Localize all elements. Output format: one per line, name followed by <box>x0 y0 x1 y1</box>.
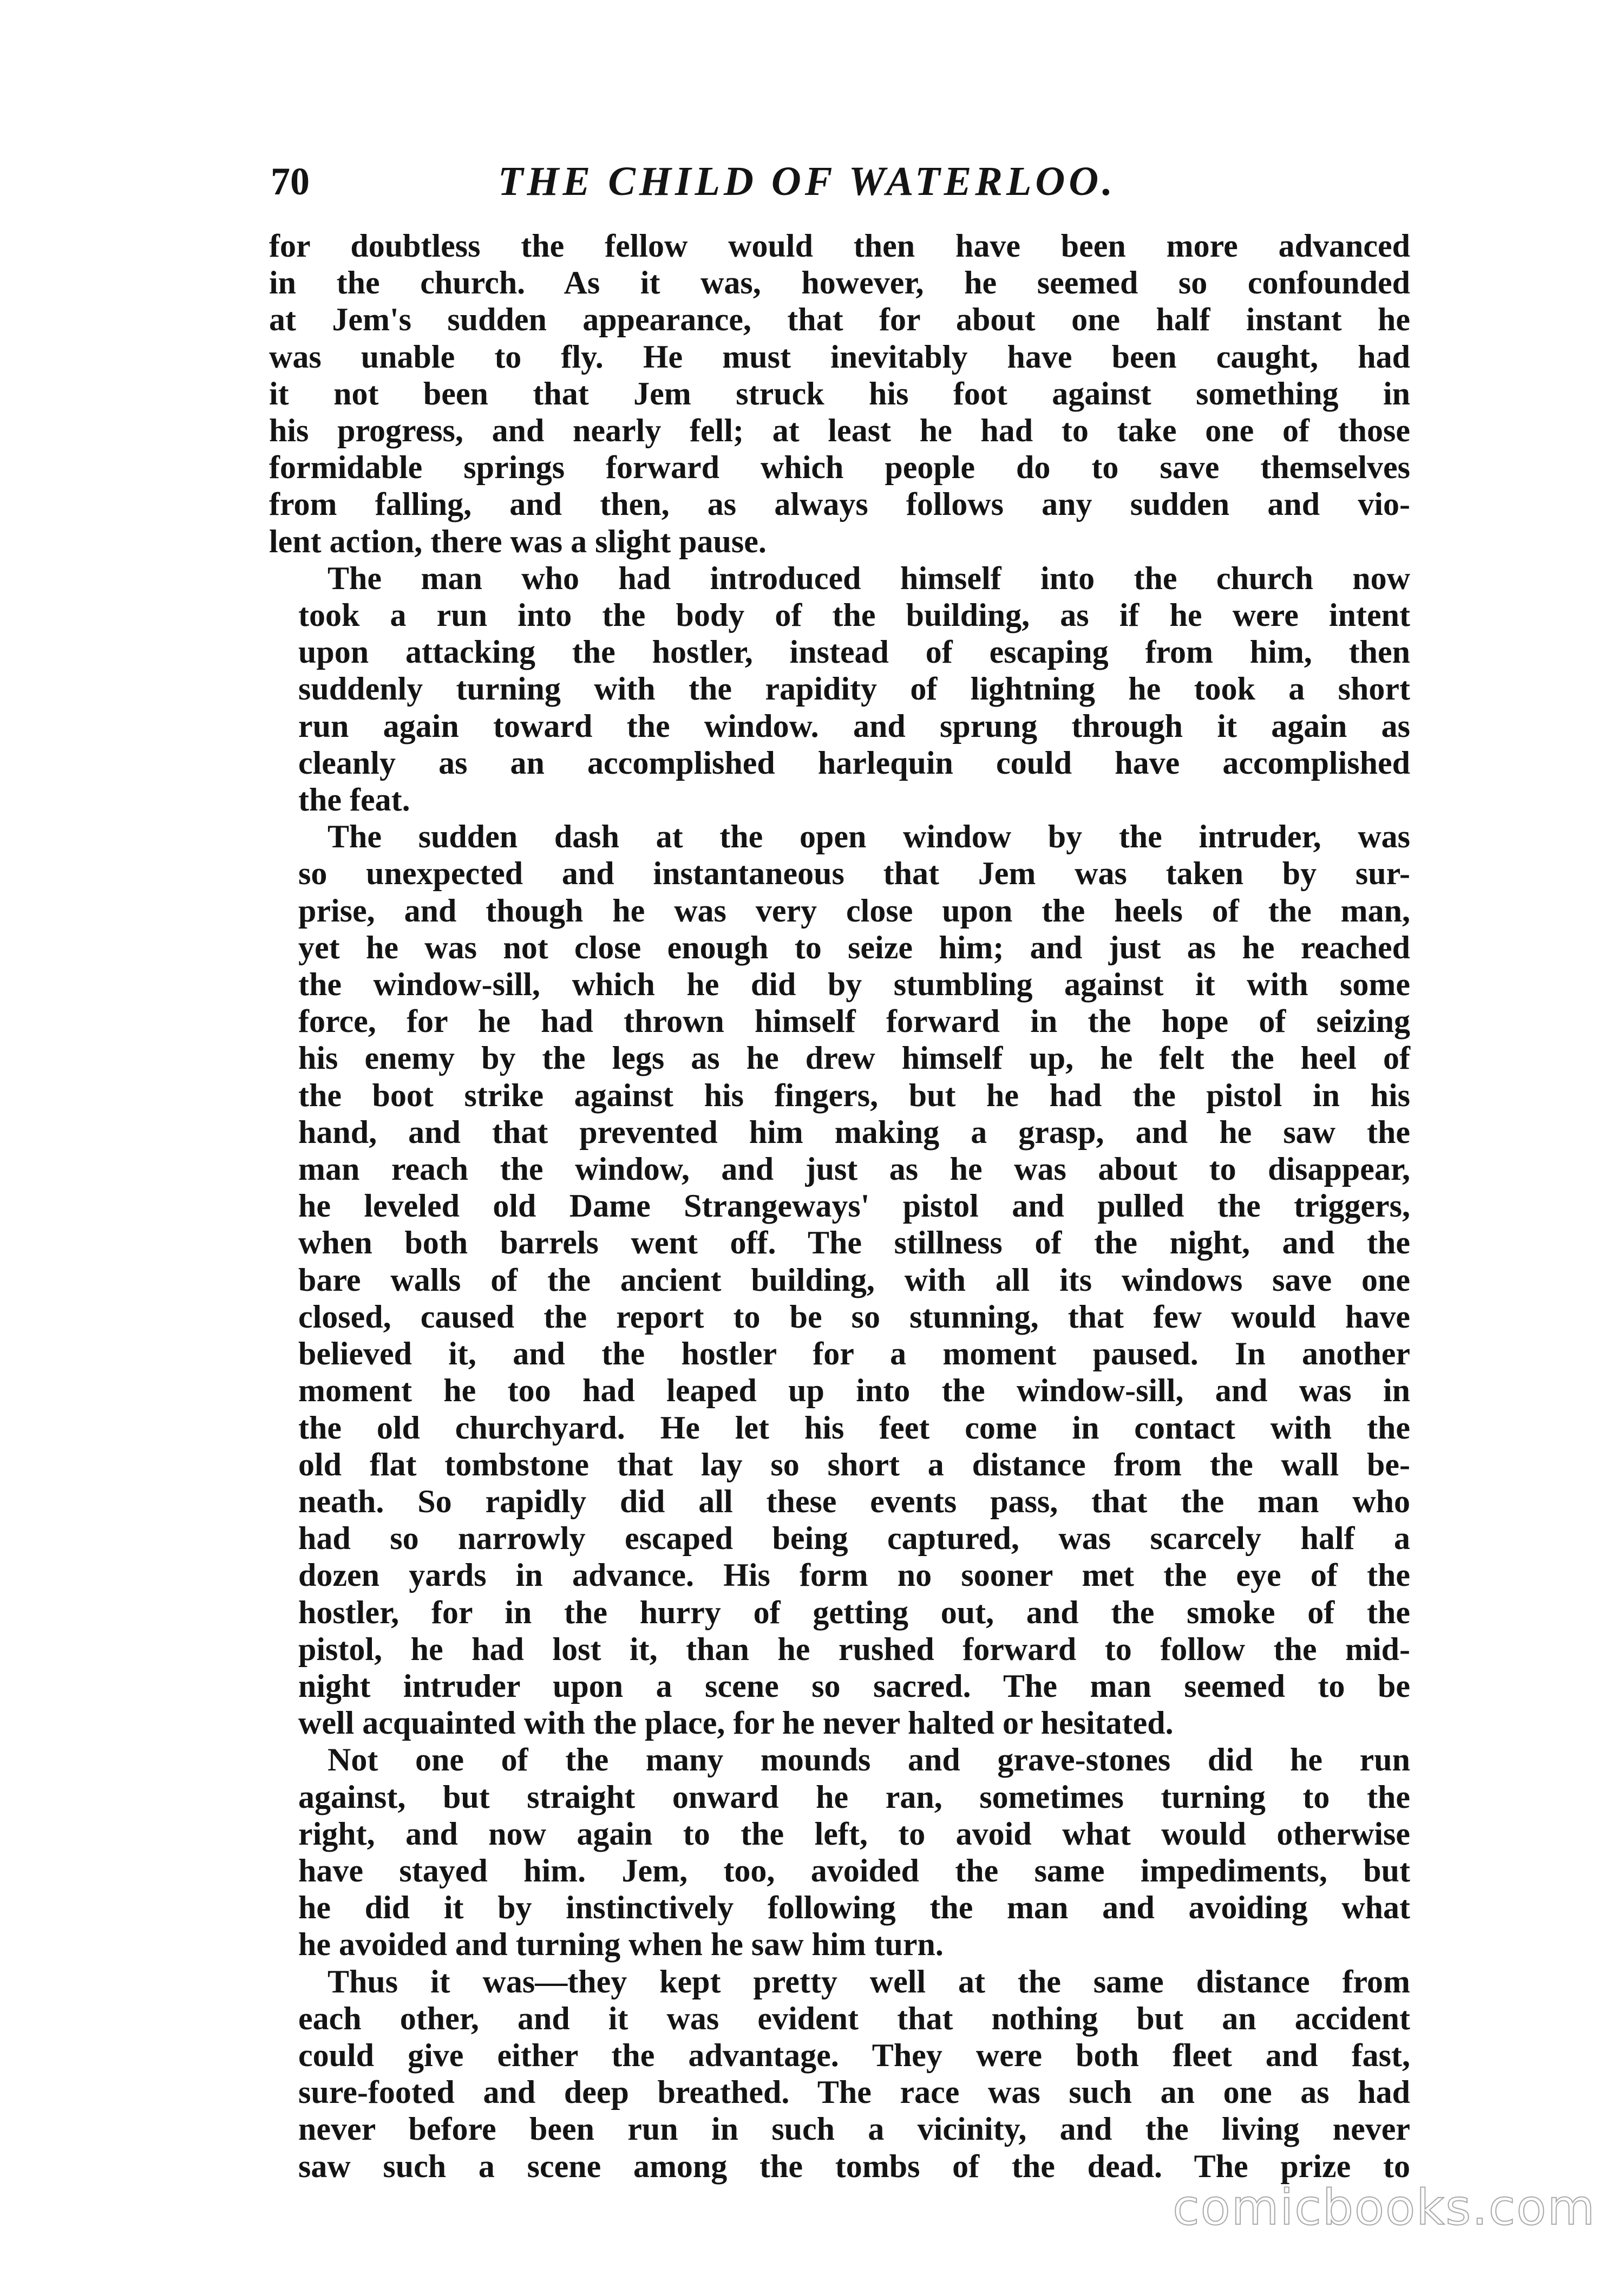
text-line: Not one of the many mounds and grave-stones did he run <box>328 1742 1410 1778</box>
text-line: hostler, for in the hurry of getting out, and the smoke of the <box>298 1594 1410 1630</box>
paragraph <box>269 560 1410 818</box>
text-line: had so narrowly escaped being captured, was scarcely half a <box>298 1520 1410 1557</box>
text-line: Thus it was—they kept pretty well at the same distance from <box>328 1963 1410 1999</box>
text-line: prise, and though he was very close upon the heels of the man, <box>298 892 1410 929</box>
text-line: man reach the window, and just as he was about to disappear, <box>298 1151 1410 1187</box>
text-line: cleanly as an accomplished harlequin could have accomplished <box>298 744 1410 781</box>
text-line: in the church. As it was, however, he seemed so confounded <box>269 265 1410 301</box>
text-line: the window-sill, which he did by stumbling against it with some <box>298 966 1410 1003</box>
text-line: night intruder upon a scene so sacred. The man seemed to be <box>298 1668 1410 1704</box>
paragraph <box>269 227 1410 560</box>
text-line: was unable to fly. He must inevitably have been caught, had <box>269 338 1410 375</box>
text-line: formidable springs forward which people do to save themselves <box>269 449 1410 486</box>
text-line: moment he too had leaped up into the window-sill, and was in <box>298 1373 1410 1409</box>
text-line: neath. So rapidly did all these events pass, that the man who <box>298 1483 1410 1519</box>
text-line: could give either the advantage. They were both fleet and fast, <box>298 2037 1410 2073</box>
text-line: The man who had introduced himself into the church now <box>328 560 1410 596</box>
text-line: each other, and it was evident that nothing but an accident <box>298 2000 1410 2036</box>
text-line: force, for he had thrown himself forward in the hope of seizing <box>298 1003 1410 1040</box>
text-line: hand, and that prevented him making a grasp, and he saw the <box>298 1114 1410 1150</box>
text-line: saw such a scene among the tombs of the dead. The prize to <box>298 2148 1410 2184</box>
text-line: upon attacking the hostler, instead of escaping from him, then <box>298 634 1410 670</box>
text-line: so unexpected and instantaneous that Jem was taken by sur- <box>298 855 1410 892</box>
text-line: against, but straight onward he ran, sometimes turning to the <box>298 1779 1410 1815</box>
text-line: at Jem's sudden appearance, that for about one half instant he <box>269 302 1410 338</box>
text-line: lent action, there was a slight pause. <box>269 523 767 559</box>
text-line: the feat. <box>298 782 410 818</box>
text-line: he leveled old Dame Strangeways' pistol and pulled the triggers, <box>298 1188 1410 1224</box>
text-line: it not been that Jem struck his foot against something in <box>269 375 1410 411</box>
paragraph <box>269 1963 1410 2185</box>
watermark: comicbooks.com <box>1173 2179 1596 2236</box>
text-line: took a run into the body of the building, as if he were intent <box>298 597 1410 633</box>
text-line: his enemy by the legs as he drew himself up, he felt the heel of <box>298 1040 1410 1076</box>
text-line: bare walls of the ancient building, with all its windows save one <box>298 1262 1410 1298</box>
text-line: believed it, and the hostler for a moment paused. In another <box>298 1336 1410 1372</box>
page-number: 70 <box>271 160 310 203</box>
running-title: THE CHILD OF WATERLOO. <box>498 159 1117 204</box>
text-line: he avoided and turning when he saw him turn. <box>298 1926 944 1963</box>
paragraph <box>269 1741 1410 1963</box>
text-line: well acquainted with the place, for he never halted or hesitated. <box>298 1705 1174 1741</box>
paragraph <box>269 818 1410 1741</box>
text-line: never before been run in such a vicinity, and the living never <box>298 2111 1410 2147</box>
text-line: for doubtless the fellow would then have been more advanced <box>269 228 1410 264</box>
page-header <box>271 154 1407 214</box>
text-line: from falling, and then, as always follows any sudden and vio- <box>269 486 1410 522</box>
body-text <box>269 227 1410 2185</box>
text-line: closed, caused the report to be so stunning, that few would have <box>298 1298 1410 1335</box>
text-line: The sudden dash at the open window by the intruder, was <box>328 819 1410 855</box>
text-line: dozen yards in advance. His form no sooner met the eye of the <box>298 1557 1410 1593</box>
text-line: have stayed him. Jem, too, avoided the same impediments, but <box>298 1852 1410 1889</box>
text-line: he did it by instinctively following the man and avoiding what <box>298 1890 1410 1926</box>
text-line: the boot strike against his fingers, but he had the pistol in his <box>298 1077 1410 1113</box>
text-line: the old churchyard. He let his feet come in contact with the <box>298 1409 1410 1446</box>
text-line: his progress, and nearly fell; at least he had to take one of those <box>269 413 1410 449</box>
text-line: run again toward the window. and sprung through it again as <box>298 708 1410 744</box>
text-line: suddenly turning with the rapidity of lightning he took a short <box>298 671 1410 707</box>
text-line: when both barrels went off. The stillness of the night, and the <box>298 1225 1410 1261</box>
text-line: sure-footed and deep breathed. The race was such an one as had <box>298 2074 1410 2110</box>
text-line: old flat tombstone that lay so short a distance from the wall be- <box>298 1446 1410 1482</box>
text-line: right, and now again to the left, to avoid what would otherwise <box>298 1815 1410 1852</box>
text-line: pistol, he had lost it, than he rushed forward to follow the mid- <box>298 1631 1410 1667</box>
text-line: yet he was not close enough to seize him; and just as he reached <box>298 929 1410 965</box>
